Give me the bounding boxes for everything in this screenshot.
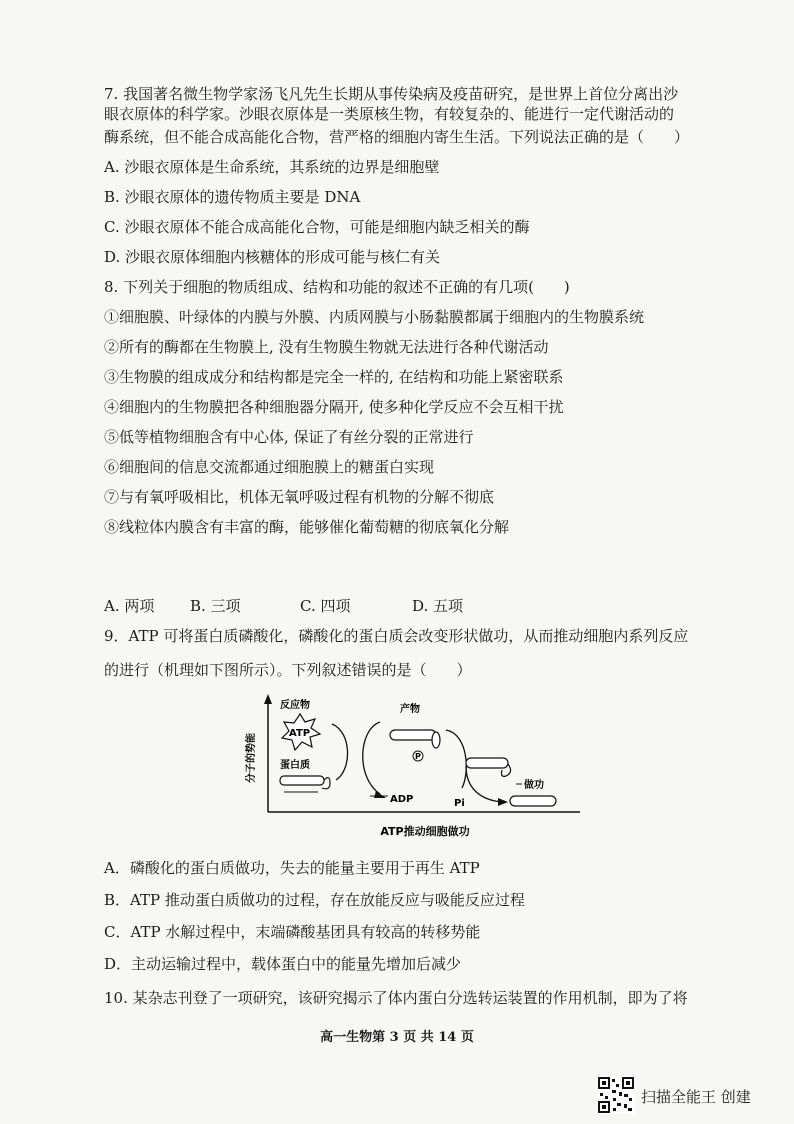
q8-item: ④细胞内的生物膜把各种细胞器分隔开, 使多种化学反应不会互相干扰	[104, 398, 564, 416]
q9-option-c: C．ATP 水解过程中，末端磷酸基团具有较高的转移势能	[104, 923, 481, 941]
y-axis-arrow	[264, 694, 272, 704]
curve-arrow-4	[466, 766, 502, 802]
adp-label: ADP	[390, 794, 414, 805]
q7-option-d: D. 沙眼衣原体细胞内核糖体的形成可能与核仁有关	[104, 248, 441, 266]
reactant-label: 反应物	[280, 700, 310, 711]
atp-mechanism-diagram	[240, 692, 590, 842]
curve-arrow-1	[332, 724, 348, 780]
q7-stem-line3: 酶系统，但不能合成高能化合物，营严格的细胞内寄生生活。下列说法正确的是（ ）	[104, 128, 690, 146]
protein-label: 蛋白质	[280, 760, 310, 771]
q8-option-b: B. 三项	[190, 597, 241, 615]
q8-item: ⑧线粒体内膜含有丰富的酶，能够催化葡萄糖的彻底氧化分解	[104, 518, 510, 536]
page-footer: 高一生物第 3 页 共 14 页	[320, 1030, 474, 1045]
q9-stem-line1: 9．ATP 可将蛋白质磷酸化，磷酸化的蛋白质会改变形状做功，从而推动细胞内系列反应	[104, 627, 689, 645]
q8-item: ⑤低等植物细胞含有中心体, 保证了有丝分裂的正常进行	[104, 428, 474, 446]
phospho-protein-shape	[390, 730, 436, 740]
q8-item: ②所有的酶都在生物膜上, 没有生物膜生物就无法进行各种代谢活动	[104, 338, 549, 356]
q8-item: ⑥细胞间的信息交流都通过细胞膜上的糖蛋白实现	[104, 458, 435, 476]
arrowhead-2	[374, 791, 386, 798]
q7-option-b: B. 沙眼衣原体的遗传物质主要是 DNA	[104, 188, 361, 206]
phosphate-label: P	[415, 752, 421, 761]
q10-stem-line1: 10. 某杂志刊登了一项研究，该研究揭示了体内蛋白分选转运装置的作用机制，即为了将	[104, 989, 688, 1007]
protein-shape	[280, 776, 324, 785]
diagram-ylabel: 分子的势能	[246, 733, 257, 783]
q8-item: ⑦与有氧呼吸相比，机体无氧呼吸过程有机物的分解不彻底	[104, 488, 495, 506]
q9-stem-line2: 的进行（机理如下图所示）。下列叙述错误的是（ ）	[104, 661, 472, 679]
atp-label: ATP	[289, 728, 311, 739]
q9-option-d: D．主动运输过程中，载体蛋白中的能量先增加后减少	[104, 955, 462, 973]
arrowhead-4	[498, 798, 508, 806]
q9-option-b: B．ATP 推动蛋白质做功的过程，存在放能反应与吸能反应过程	[104, 891, 525, 909]
qr-code-icon	[597, 1076, 635, 1114]
q7-stem-line1: 7. 我国著名微生物学家汤飞凡先生长期从事传染病及疫苗研究，是世界上首位分离出沙	[104, 85, 679, 103]
q7-option-c: C. 沙眼衣原体不能合成高能化合物，可能是细胞内缺乏相关的酶	[104, 218, 530, 236]
q8-option-a: A. 两项	[104, 597, 155, 615]
q7-option-a: A. 沙眼衣原体是生命系统，其系统的边界是细胞壁	[104, 158, 440, 176]
q8-item: ③生物膜的组成成分和结构都是完全一样的, 在结构和功能上紧密联系	[104, 368, 564, 386]
q8-options	[104, 596, 704, 618]
q8-option-d: D. 五项	[412, 597, 464, 615]
pi-label: Pi	[454, 798, 465, 809]
work-label: 做功	[524, 780, 544, 791]
q8-stem: 8. 下列关于细胞的物质组成、结构和功能的叙述不正确的有几项( )	[104, 278, 570, 296]
q8-option-c: C. 四项	[300, 597, 351, 615]
q8-item: ①细胞膜、叶绿体的内膜与外膜、内质网膜与小肠黏膜都属于细胞内的生物膜系统	[104, 308, 645, 326]
relaxed-protein-shape	[510, 796, 556, 806]
curve-arrow-2	[363, 722, 380, 794]
diagram-caption: ATP推动细胞做功	[380, 825, 470, 838]
curve-arrow-3	[446, 730, 466, 788]
product-molecule	[432, 732, 440, 748]
product-label: 产物	[400, 704, 420, 715]
q7-stem-line2: 眼衣原体的科学家。沙眼衣原体是一类原核生物，有较复杂的、能进行一定代谢活动的	[104, 105, 675, 123]
scanner-watermark-text: 扫描全能王 创建	[641, 1088, 751, 1106]
working-protein-shape	[466, 758, 508, 768]
q9-option-a: A．磷酸化的蛋白质做功，失去的能量主要用于再生 ATP	[104, 859, 480, 877]
